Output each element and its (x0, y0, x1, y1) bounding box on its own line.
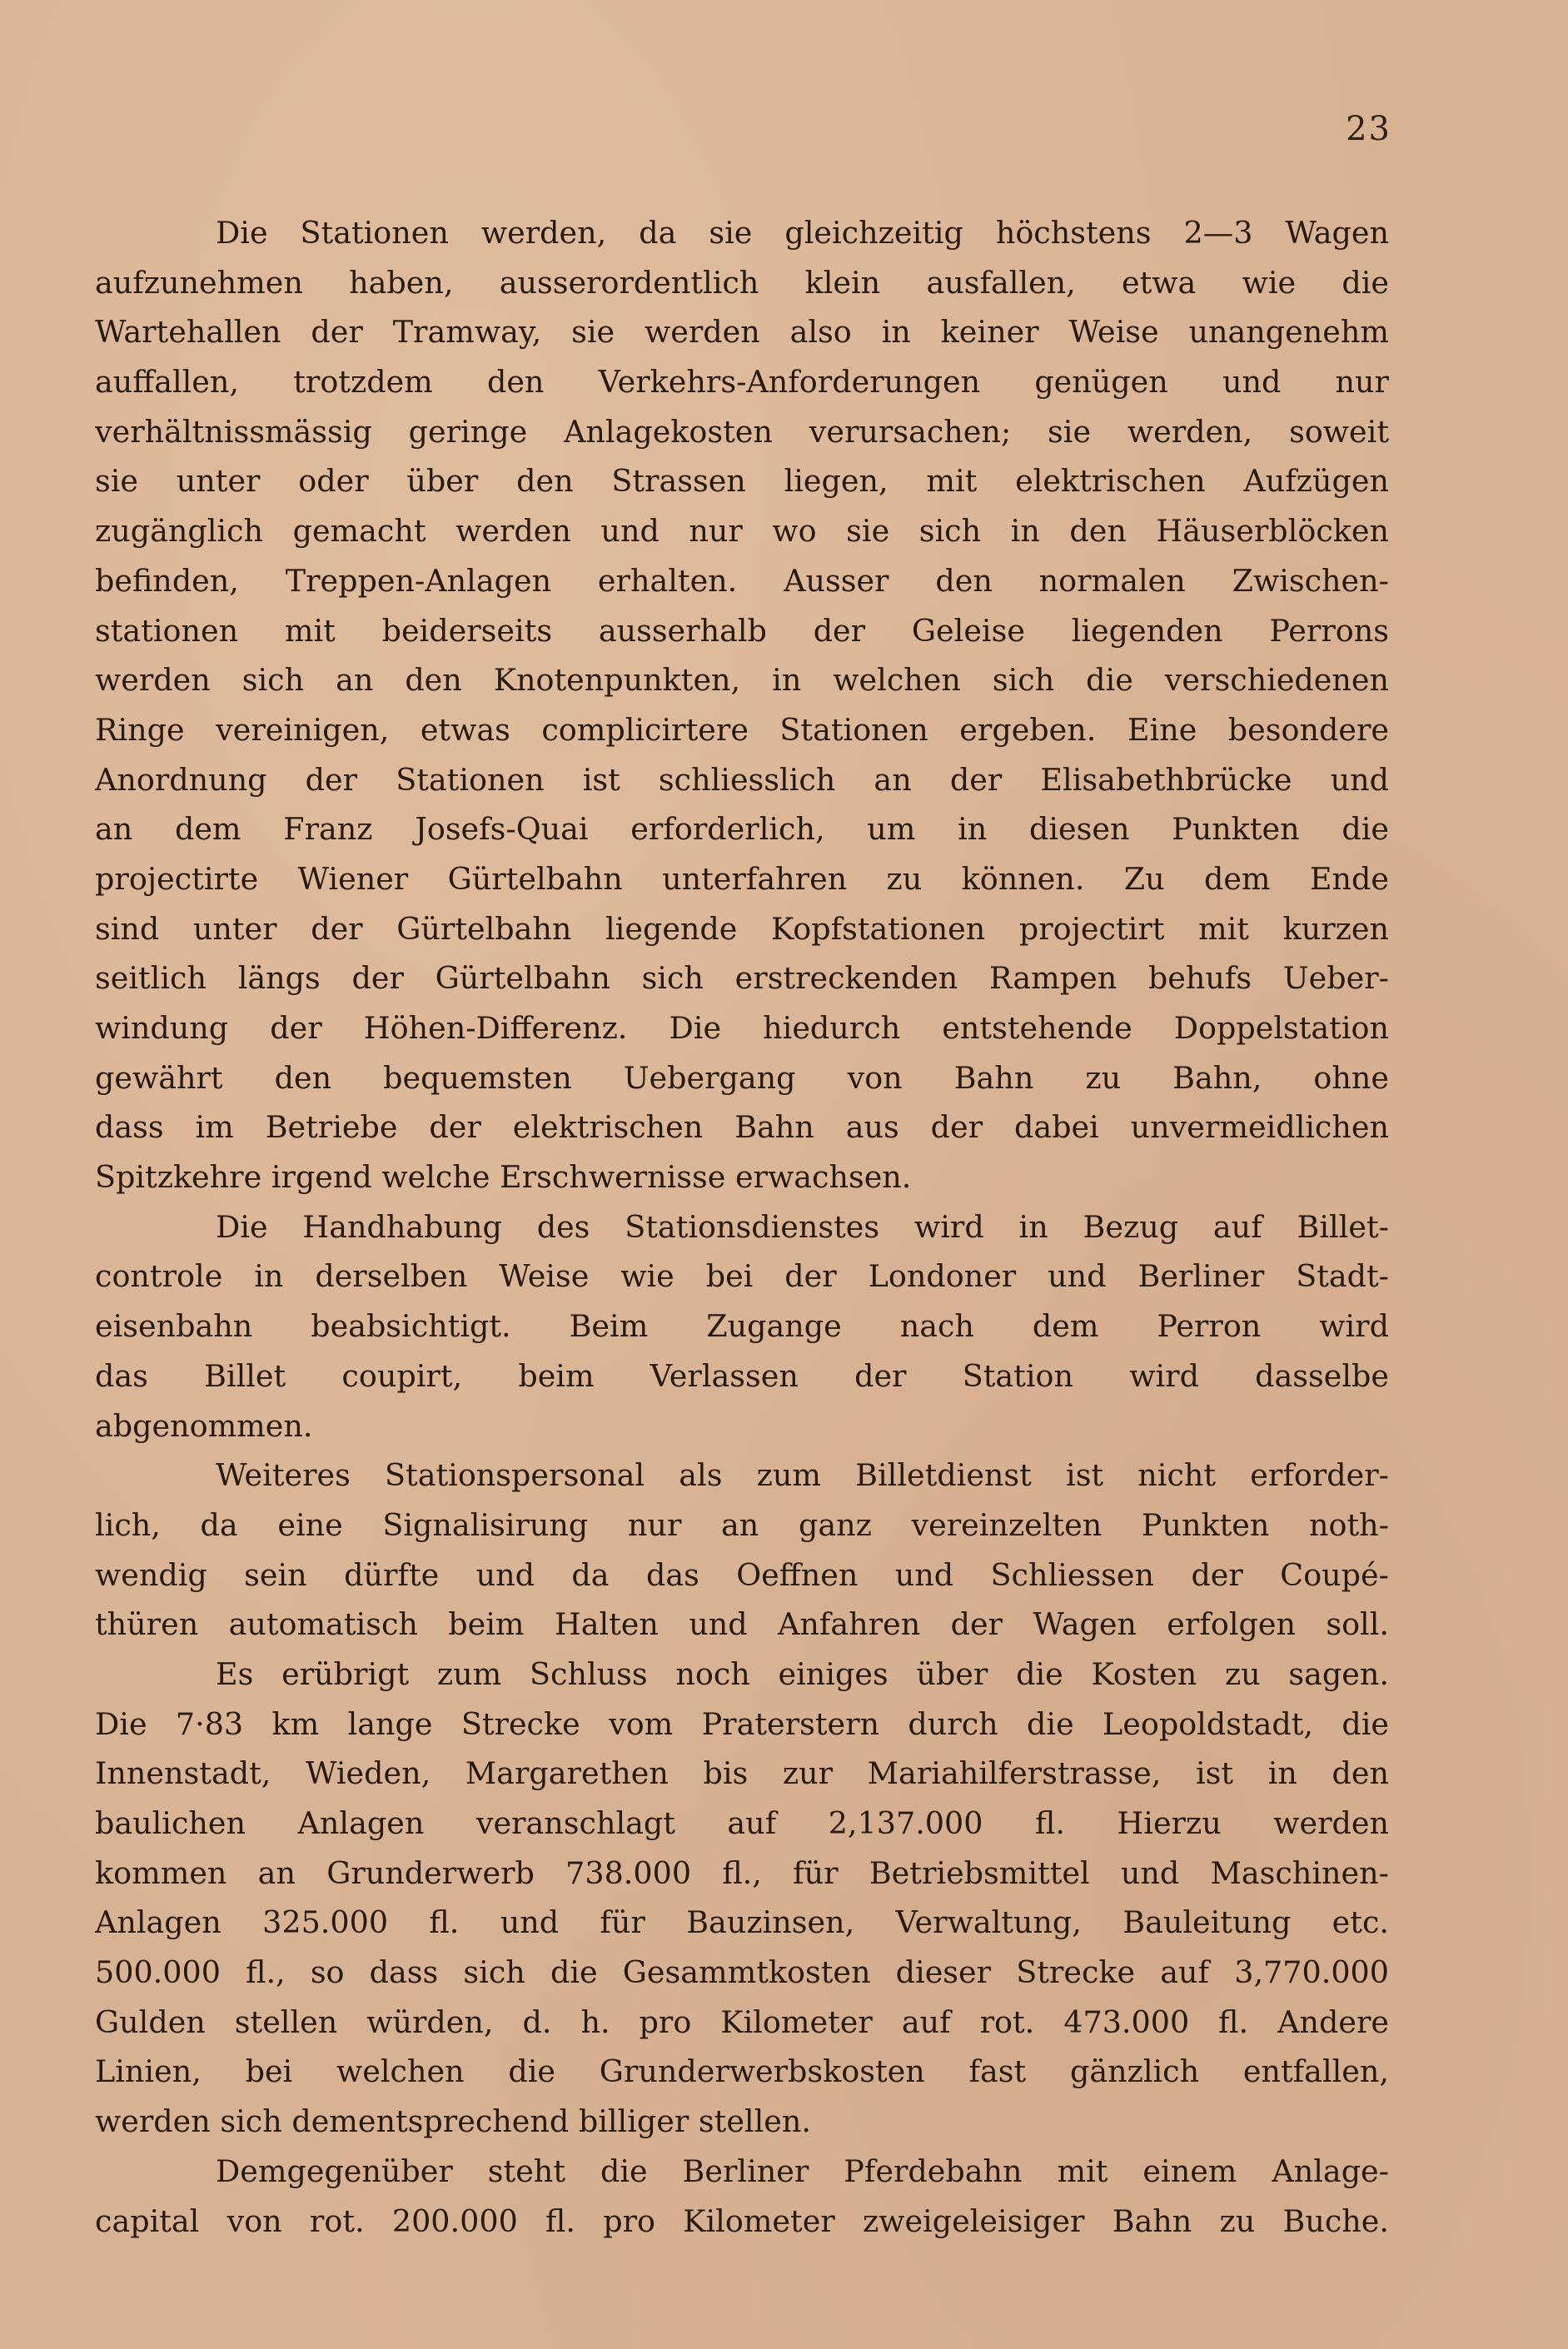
text-line: Weiteres Stationspersonal als zum Billetdienst ist nicht erforder- (216, 1457, 1389, 1494)
text-line: Anordnung der Stationen ist schliesslich an der Elisabethbrücke und (95, 761, 1389, 798)
text-line: sind unter der Gürtelbahn liegende Kopfstationen projectirt mit kurzen (95, 910, 1389, 947)
paragraph-1 (95, 208, 1389, 1202)
text-line: wendig sein dürfte und da das Oeffnen und Schliessen der Coupé- (95, 1556, 1389, 1593)
text-line: Die Handhabung des Stationsdienstes wird in Bezug auf Billet- (216, 1208, 1389, 1245)
text-line: zugänglich gemacht werden und nur wo sie sich in den Häuserblöcken (95, 513, 1389, 550)
text-line: Ringe vereinigen, etwas complicirtere Stationen ergeben. Eine besondere (95, 711, 1389, 748)
text-line: Anlagen 325.000 fl. und für Bauzinsen, Verwaltung, Bauleitung etc. (95, 1904, 1389, 1941)
text-line: projectirte Wiener Gürtelbahn unterfahren zu können. Zu dem Ende (95, 860, 1389, 897)
text-line: gewährt den bequemsten Uebergang von Bahn zu Bahn, ohne (95, 1059, 1389, 1096)
text-line: sie unter oder über den Strassen liegen, mit elektrischen Aufzügen (95, 463, 1389, 500)
text-line: kommen an Grunderwerb 738.000 fl., für Betriebsmittel und Maschinen- (95, 1854, 1389, 1891)
text-line: verhältnissmässig geringe Anlagekosten verursachen; sie werden, soweit (95, 413, 1389, 450)
text-line: Innenstadt, Wieden, Margarethen bis zur Mariahilferstrasse, ist in den (95, 1755, 1389, 1792)
paragraph-2 (95, 1202, 1389, 1451)
text-line: lich, da eine Signalisirung nur an ganz vereinzelten Punkten noth- (95, 1506, 1389, 1543)
text-line: windung der Höhen-Differenz. Die hiedurch entstehende Doppelstation (95, 1010, 1389, 1046)
text-line: das Billet coupirt, beim Verlassen der Station wird dasselbe (95, 1357, 1389, 1394)
text-line: Die 7·83 km lange Strecke vom Praterstern durch die Leopoldstadt, die (95, 1705, 1389, 1742)
paragraph-5 (95, 2147, 1389, 2246)
text-line: capital von rot. 200.000 fl. pro Kilometer zweigeleisiger Bahn zu Buche. (95, 2202, 1389, 2239)
body-text (95, 208, 1389, 2246)
text-line: befinden, Treppen-Anlagen erhalten. Ausser den normalen Zwischen- (95, 562, 1389, 599)
page-number: 23 (1346, 110, 1391, 148)
text-line: Linien, bei welchen die Grunderwerbskosten fast gänzlich entfallen, (95, 2053, 1389, 2090)
text-line: Wartehallen der Tramway, sie werden also in keiner Weise unangenehm (95, 314, 1389, 351)
paragraph-4 (95, 1650, 1389, 2147)
text-line: werden sich dementsprechend billiger stellen. (95, 2103, 811, 2140)
text-line: auffallen, trotzdem den Verkehrs-Anforderungen genügen und nur (95, 364, 1389, 401)
text-line: baulichen Anlagen veranschlagt auf 2,137.000 fl. Hierzu werden (95, 1805, 1389, 1841)
text-line: seitlich längs der Gürtelbahn sich erstreckenden Rampen behufs Ueber- (95, 960, 1389, 997)
text-line: Es erübrigt zum Schluss noch einiges über die Kosten zu sagen. (216, 1655, 1389, 1692)
text-line: dass im Betriebe der elektrischen Bahn aus der dabei unvermeidlichen (95, 1109, 1389, 1146)
text-line: Gulden stellen würden, d. h. pro Kilometer auf rot. 473.000 fl. Andere (95, 2003, 1389, 2040)
text-line: abgenommen. (95, 1407, 313, 1444)
paragraph-3 (95, 1451, 1389, 1650)
text-line: eisenbahn beabsichtigt. Beim Zugange nach dem Perron wird (95, 1308, 1389, 1345)
text-line: Die Stationen werden, da sie gleichzeitig höchstens 2—3 Wagen (216, 215, 1389, 251)
text-line: stationen mit beiderseits ausserhalb der Geleise liegenden Perrons (95, 612, 1389, 649)
text-line: an dem Franz Josefs-Quai erforderlich, um in diesen Punkten die (95, 811, 1389, 848)
text-line: controle in derselben Weise wie bei der Londoner und Berliner Stadt- (95, 1258, 1389, 1295)
text-line: Spitzkehre irgend welche Erschwernisse erwachsen. (95, 1159, 912, 1196)
text-line: Demgegenüber steht die Berliner Pferdebahn mit einem Anlage- (216, 2152, 1389, 2189)
text-line: werden sich an den Knotenpunkten, in welchen sich die verschiedenen (95, 662, 1389, 699)
text-line: thüren automatisch beim Halten und Anfahren der Wagen erfolgen soll. (95, 1606, 1389, 1643)
text-line: aufzunehmen haben, ausserordentlich klein ausfallen, etwa wie die (95, 264, 1389, 301)
text-line: 500.000 fl., so dass sich die Gesammtkosten dieser Strecke auf 3,770.000 (95, 1954, 1389, 1991)
